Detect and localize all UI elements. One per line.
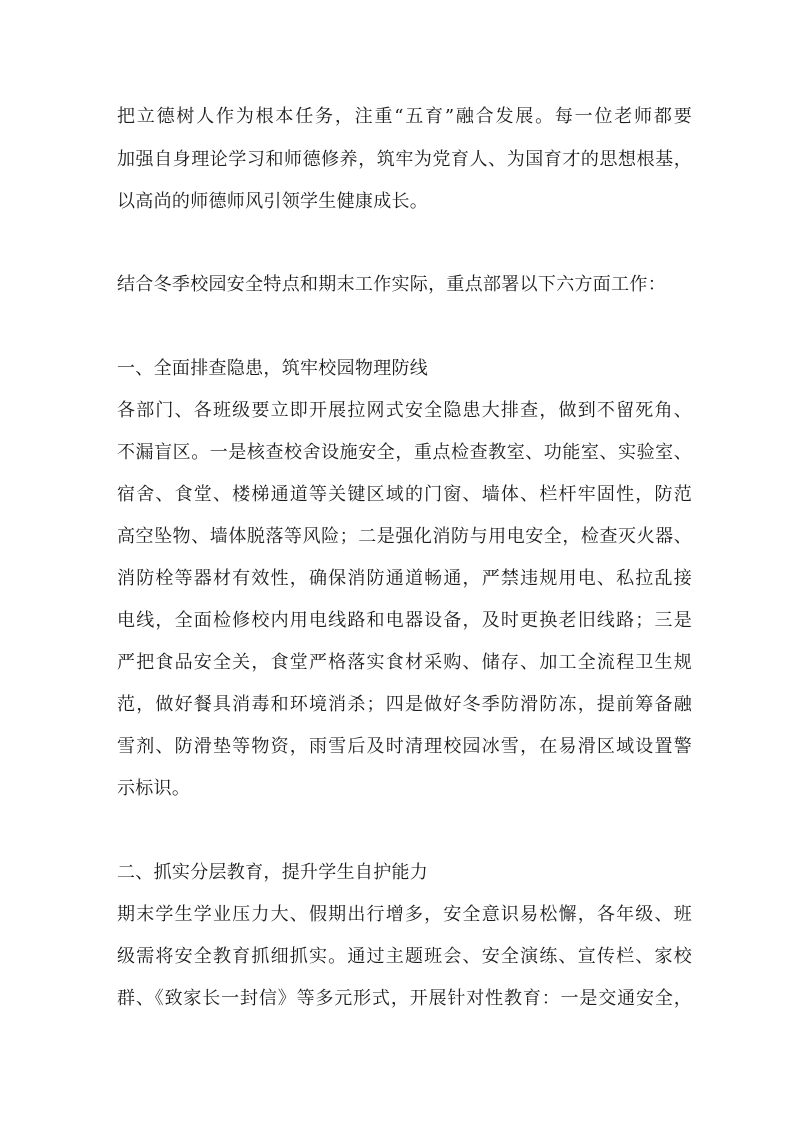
body-text-line: 各部门、各班级要立即开展拉网式安全隐患大排查，做到不留死角、 xyxy=(117,400,692,421)
body-text-line: 期末学生学业压力大、假期出行增多，安全意识易松懈，各年级、班 xyxy=(117,904,692,925)
section-heading-1: 一、全面排查隐患，筑牢校园物理防线 xyxy=(117,358,429,379)
body-text-line: 宿舍、食堂、楼梯通道等关键区域的门窗、墙体、栏杆牢固性，防范 xyxy=(117,484,692,505)
body-text-line: 高空坠物、墙体脱落等风险；二是强化消防与用电安全，检查灭火器、 xyxy=(117,526,692,547)
body-text-line: 消防栓等器材有效性，确保消防通道畅通，严禁违规用电、私拉乱接 xyxy=(117,568,692,589)
body-text-line: 加强自身理论学习和师德修养，筑牢为党育人、为国育才的思想根基， xyxy=(117,149,692,170)
body-text-line: 群、《致家长一封信》等多元形式，开展针对性教育：一是交通安全， xyxy=(117,988,692,1009)
body-text-line: 严把食品安全关，食堂严格落实食材采购、储存、加工全流程卫生规 xyxy=(117,652,692,673)
body-text-line: 把立德树人作为根本任务，注重“五育”融合发展。每一位老师都要 xyxy=(117,106,692,127)
body-text-line: 电线，全面检修校内用电线路和电器设备，及时更换老旧线路；三是 xyxy=(117,610,692,631)
body-text-line: 结合冬季校园安全特点和期末工作实际，重点部署以下六方面工作： xyxy=(117,274,666,295)
body-text-line: 不漏盲区。一是核查校舍设施安全，重点检查教室、功能室、实验室、 xyxy=(117,442,692,463)
body-text-line: 范，做好餐具消毒和环境消杀；四是做好冬季防滑防冻，提前筹备融 xyxy=(117,694,692,715)
body-text-line: 级需将安全教育抓细抓实。通过主题班会、安全演练、宣传栏、家校 xyxy=(117,946,692,967)
body-text-line: 以高尚的师德师风引领学生健康成长。 xyxy=(117,191,429,212)
body-text-line: 示标识。 xyxy=(117,778,191,799)
section-heading-2: 二、抓实分层教育，提升学生自护能力 xyxy=(117,862,429,883)
body-text-line: 雪剂、防滑垫等物资，雨雪后及时清理校园冰雪，在易滑区域设置警 xyxy=(117,736,692,757)
